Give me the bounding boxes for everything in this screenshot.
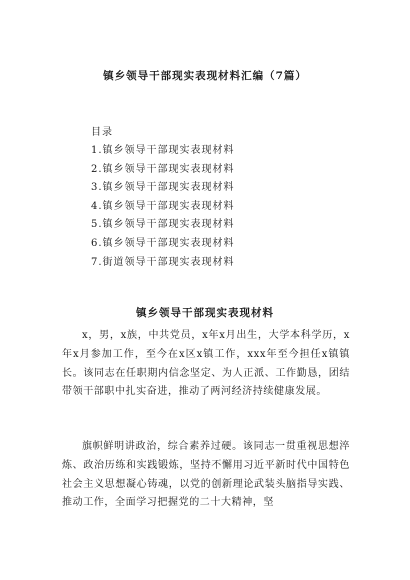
table-of-contents — [91, 124, 235, 272]
section-title: 镇乡领导干部现实表现材料 — [136, 307, 274, 319]
toc-heading: 目录 — [91, 127, 113, 138]
body-paragraph: x，男，x族，中共党员，x年x月出生，大学本科学历，x年x月参加工作，至今在x区x镇工作，xxx年至今担任x镇镇长。该同志在任职期内信念坚定、为人正派、工作勤恳，团结带领干部职中扎实奋进，推动了两河经济持续健康发展。 — [62, 330, 350, 398]
toc-item: 4.镇乡领导干部现实表现材料 — [91, 200, 235, 212]
toc-item: 3.镇乡领导干部现实表现材料 — [91, 182, 235, 194]
toc-item: 2.镇乡领导干部现实表现材料 — [91, 163, 235, 175]
toc-item: 5.镇乡领导干部现实表现材料 — [91, 219, 235, 231]
toc-item: 6.镇乡领导干部现实表现材料 — [91, 237, 235, 249]
toc-item: 1.镇乡领导干部现实表现材料 — [91, 145, 235, 156]
toc-item: 7.街道领导干部现实表现材料 — [91, 256, 235, 268]
body-paragraph: 旗帜鲜明讲政治，综合素养过硬。该同志一贯重视思想淬炼、政治历练和实践锻炼，坚持不懈用习近平新时代中国特色社会主义思想凝心铸魂，以党的创新理论武装头脑指导实践、推动工作，全面学习把握党的二十大精神，坚 — [62, 441, 350, 509]
document-title: 镇乡领导干部现实表现材料汇编（7篇） — [103, 70, 307, 82]
toc-list — [91, 142, 235, 272]
